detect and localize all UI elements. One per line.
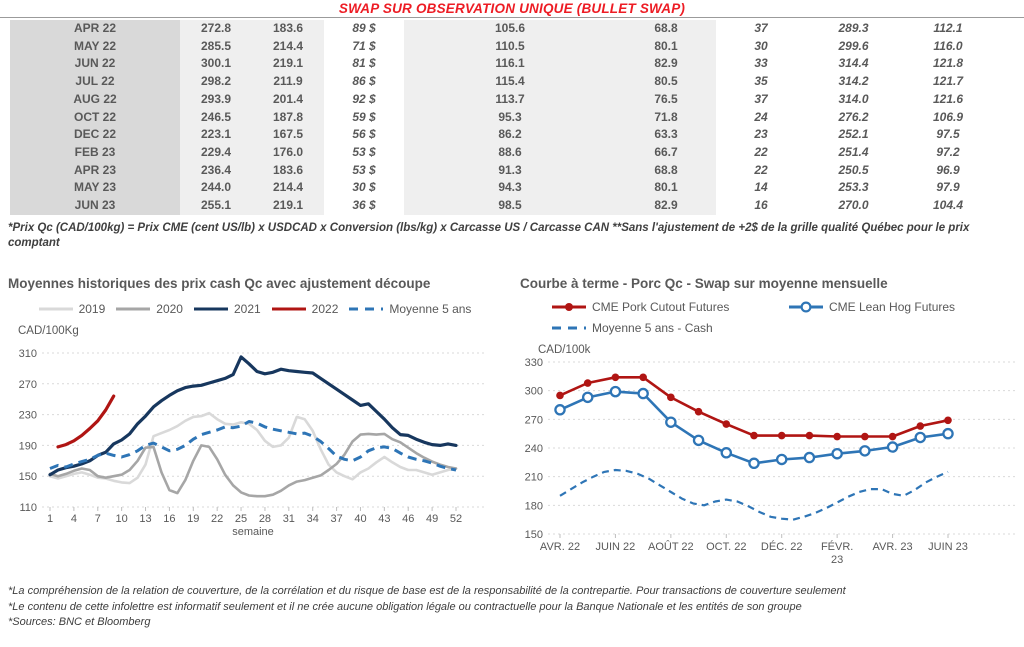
table-cell: 95.3 [404,109,616,127]
table-cell: 30 $ [352,180,376,195]
svg-text:7: 7 [94,513,101,525]
table-cell: 167.5 [252,126,324,144]
table-cell: 35 [754,74,768,89]
table-row [10,162,995,180]
swap-table [10,20,995,215]
table-row [10,20,995,38]
table-row [10,55,995,73]
table-cell: 219.1 [252,197,324,215]
table-cell: 201.4 [252,91,324,109]
svg-text:40: 40 [354,513,367,525]
svg-text:300: 300 [524,385,543,398]
table-cell: 214.4 [252,179,324,197]
table-cell: 276.2 [838,109,869,124]
svg-text:28: 28 [258,513,272,525]
table-cell: 250.5 [838,162,869,177]
table-cell: 59 $ [352,109,376,124]
svg-text:230: 230 [18,409,37,422]
chart-legend-left [8,302,500,316]
table-cell: 121.8 [932,56,964,71]
table-cell: 112.1 [933,21,963,35]
table-cell: AUG 22 [10,91,180,109]
table-cell: 14 [754,180,768,195]
table-row [10,109,995,127]
legend-item [787,300,1024,314]
svg-text:31: 31 [282,513,295,525]
table-cell: 96.9 [936,162,960,177]
table-cell: 68.8 [616,162,716,180]
table-cell: 300.1 [180,55,252,73]
swap-table-body [10,20,995,215]
svg-text:JUIN 23: JUIN 23 [928,541,968,553]
table-cell: 255.1 [180,197,252,215]
table-cell: 252.1 [838,127,869,142]
svg-text:22: 22 [211,513,224,525]
svg-text:1: 1 [46,513,54,525]
table-cell: 22 [754,162,768,177]
svg-text:150: 150 [18,471,37,484]
legend-item [114,302,183,316]
footnote: *Le contenu de cette infolettre est informatif seulement et il ne crée aucune obligation légale ou contractuelle pour la Banque Nationale et les entités de son groupe [8,600,802,613]
table-cell: 293.9 [180,91,252,109]
table-cell: 37 [754,91,768,106]
table-cell: 229.4 [180,144,252,162]
legend-label: Moyenne 5 ans [389,302,472,316]
table-cell: APR 23 [10,162,180,180]
legend-swatch [192,303,230,315]
table-cell: 24 [754,109,768,124]
table-cell: 23 [754,127,768,142]
table-cell: 115.4 [404,73,616,91]
table-footnote: *Prix Qc (CAD/100kg) = Prix CME (cent US/lb) x USDCAD x Conversion (lbs/kg) x Carcasse US / Carcasse CAN **Sans l'ajustement de +2$ de la grille qualité Québec pour le prix comptant [8,222,970,249]
svg-text:310: 310 [18,348,37,360]
legend-item [550,321,787,335]
table-cell: 244.0 [180,179,252,197]
table-cell: 314.4 [838,56,869,71]
legend-item [270,302,339,316]
historical-prices-chart [8,276,500,541]
legend-label: 2019 [78,302,106,316]
svg-text:43: 43 [378,513,391,525]
svg-text:10: 10 [115,513,128,525]
legend-swatch [787,301,825,313]
legend-swatch [114,303,152,315]
forward-curve-chart [520,276,1024,578]
forward-curve-plot [520,356,1024,578]
table-cell: 246.5 [180,109,252,127]
table-cell: 219.1 [252,55,324,73]
table-cell: APR 22 [10,20,180,38]
table-cell: 116.0 [933,38,963,53]
table-cell: 82.9 [616,55,716,73]
table-cell: 251.4 [838,144,869,159]
svg-text:JUIN 22: JUIN 22 [595,541,636,553]
table-cell: 211.9 [252,73,324,91]
footnote: *Sources: BNC et Bloomberg [8,616,151,628]
table-row [10,144,995,162]
svg-text:FÉVR.: FÉVR. [820,541,854,553]
svg-text:37: 37 [330,513,343,525]
table-cell: 30 [754,38,768,53]
footnote: *La compréhension de la relation de couverture, de la corrélation et du risque de base est de la responsabilité de la contrepartie. Pour transactions de couverture seulement [8,585,846,597]
table-cell: 80.1 [616,38,716,56]
table-cell: 76.5 [616,91,716,109]
svg-text:210: 210 [524,471,543,484]
table-cell: 121.7 [932,74,964,89]
table-cell: 116.1 [404,55,616,73]
table-cell: 56 $ [352,127,376,142]
table-cell: 97.5 [936,127,960,142]
svg-text:180: 180 [524,500,543,513]
table-row [10,38,995,56]
table-cell: 314.0 [838,91,869,106]
legend-label: Moyenne 5 ans - Cash [592,320,713,335]
svg-text:330: 330 [524,357,543,369]
legend-item [192,302,261,316]
divider [0,17,1024,18]
table-cell: 314.2 [838,74,869,89]
svg-text:270: 270 [18,378,37,391]
svg-text:semaine: semaine [232,526,274,538]
svg-text:190: 190 [18,440,37,453]
table-cell: 71.8 [616,109,716,127]
table-row [10,179,995,197]
table-cell: 298.2 [180,73,252,91]
table-cell: 97.2 [936,144,960,159]
table-cell: 104.4 [932,198,964,213]
y-axis-unit-left: CAD/100Kg [18,325,79,337]
svg-text:49: 49 [425,513,439,525]
table-cell: 86 $ [352,74,376,89]
svg-text:AVR. 23: AVR. 23 [872,541,913,553]
table-cell: 272.8 [180,20,252,38]
svg-text:AVR. 22: AVR. 22 [539,541,581,553]
chart-title-right: Courbe à terme - Porc Qc - Swap sur moyenne mensuelle [520,276,888,291]
table-cell: 113.7 [404,91,616,109]
svg-text:240: 240 [524,443,543,455]
svg-text:25: 25 [234,513,248,525]
legend-label: 2020 [156,302,183,316]
legend-swatch [270,303,308,315]
legend-swatch [37,303,75,315]
legend-label: CME Lean Hog Futures [829,299,956,314]
table-cell: 91.3 [404,162,616,180]
table-cell: 36 $ [352,198,376,213]
page-title: SWAP SUR OBSERVATION UNIQUE (BULLET SWAP) [338,1,686,16]
historical-prices-plot [8,337,500,541]
legend-swatch [347,303,385,315]
table-cell: 183.6 [252,162,324,180]
table-cell: 66.7 [616,144,716,162]
legend-swatch [550,322,588,334]
table-cell: 81 $ [352,56,376,71]
table-cell: 236.4 [180,162,252,180]
table-cell: 97.9 [936,180,960,195]
svg-text:OCT. 22: OCT. 22 [706,541,747,553]
table-cell: 183.6 [252,20,324,38]
table-cell: 299.6 [838,38,869,53]
legend-label: 2021 [233,302,261,316]
table-cell: MAY 22 [10,38,180,56]
table-cell: 16 [754,198,768,213]
svg-text:110: 110 [19,502,37,514]
table-cell: 80.5 [616,73,716,91]
table-cell: 187.8 [252,109,324,127]
table-cell: 98.5 [404,197,616,215]
table-cell: 22 [754,144,768,159]
svg-text:DÉC. 22: DÉC. 22 [760,541,803,553]
table-cell: 33 [754,56,768,71]
table-cell: 176.0 [252,144,324,162]
table-row [10,73,995,91]
svg-text:52: 52 [449,513,463,525]
table-cell: DEC 22 [10,126,180,144]
table-row [10,91,995,109]
table-cell: 105.6 [404,20,616,38]
table-cell: 121.6 [932,91,964,106]
legend-item [550,300,787,314]
table-cell: 53 $ [352,162,376,177]
table-cell: 68.8 [616,20,716,38]
table-cell: 89 $ [352,21,376,35]
table-cell: 63.3 [616,126,716,144]
table-cell: 214.4 [252,38,324,56]
table-cell: 53 $ [352,144,376,159]
legend-item [347,302,471,316]
table-cell: 80.1 [616,179,716,197]
legend-label: CME Pork Cutout Futures [592,299,730,314]
table-cell: 71 $ [352,38,376,53]
table-cell: 94.3 [404,179,616,197]
table-cell: OCT 22 [10,109,180,127]
svg-text:150: 150 [524,529,543,541]
footnotes [8,584,1016,631]
table-cell: 92 $ [352,91,376,106]
svg-text:19: 19 [187,513,200,525]
table-cell: JUN 22 [10,55,180,73]
table-cell: 86.2 [404,126,616,144]
chart-title-left: Moyennes historiques des prix cash Qc avec ajustement découpe [8,276,431,291]
table-cell: 106.9 [932,109,964,124]
table-cell: JUN 23 [10,197,180,215]
table-cell: 88.6 [404,144,616,162]
table-cell: 37 [754,21,768,35]
table-cell: FEB 23 [10,144,180,162]
svg-text:4: 4 [70,513,77,525]
y-axis-unit-right: CAD/100k [538,344,591,356]
legend-swatch [550,301,588,313]
table-cell: MAY 23 [10,179,180,197]
legend-item [37,302,106,316]
table-row [10,197,995,215]
svg-text:270: 270 [524,414,543,427]
table-cell: JUL 22 [10,73,180,91]
table-cell: 110.5 [404,38,616,56]
table-cell: 253.3 [838,180,869,195]
table-cell: 289.3 [838,21,869,35]
table-cell: 270.0 [838,198,869,213]
svg-text:34: 34 [306,513,319,525]
svg-text:16: 16 [163,513,176,525]
svg-text:AOÛT 22: AOÛT 22 [648,541,694,553]
table-cell: 82.9 [616,197,716,215]
chart-legend-right [520,297,1024,337]
svg-text:23: 23 [831,554,844,566]
svg-text:13: 13 [139,513,152,525]
table-cell: 223.1 [180,126,252,144]
table-row [10,126,995,144]
table-cell: 285.5 [180,38,252,56]
svg-text:46: 46 [402,513,415,525]
legend-label: 2022 [311,302,339,316]
